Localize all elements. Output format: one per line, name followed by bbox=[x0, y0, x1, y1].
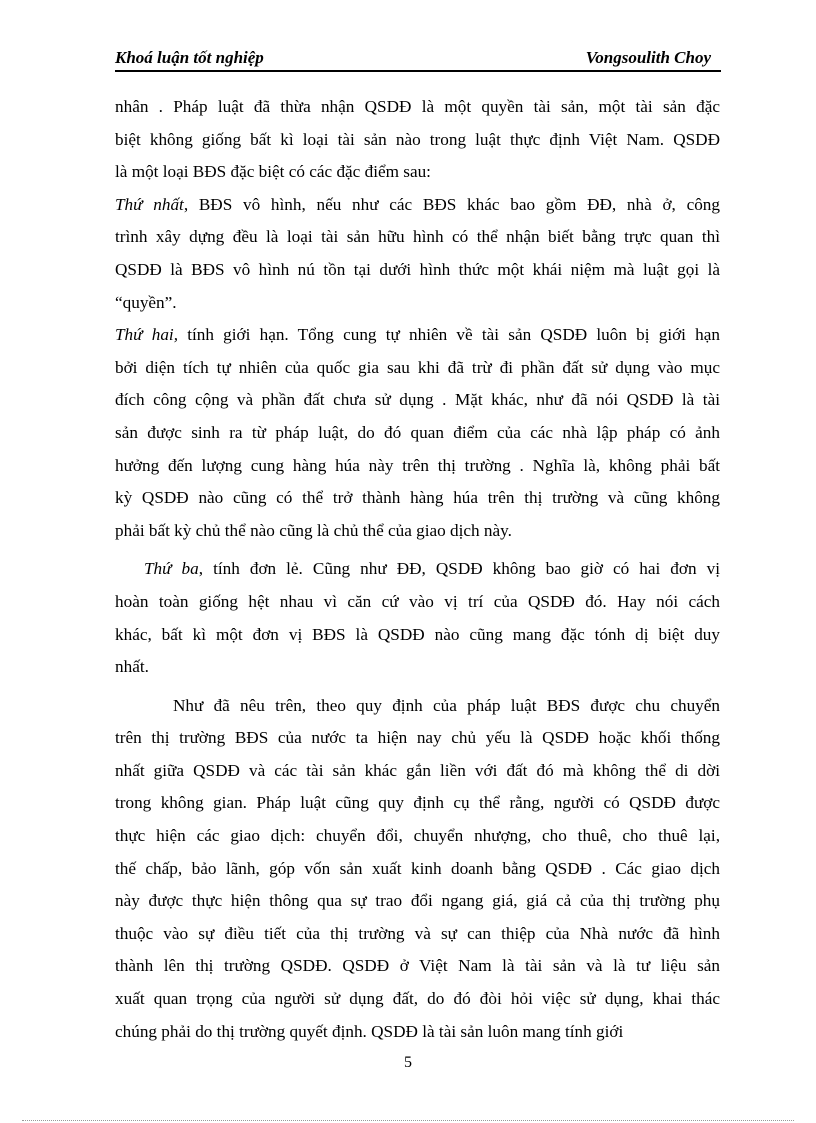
paragraph-market-line: nhất giữa QSDĐ và các tài sản khác gắn liền với đất đó mà không thể di dời bbox=[115, 760, 720, 780]
page-header bbox=[115, 46, 721, 72]
paragraph-third-point-line bbox=[115, 553, 720, 586]
page-number: 5 bbox=[404, 1054, 412, 1071]
paragraph-third-point-line: nhất. bbox=[115, 657, 149, 677]
paragraph-market-line: thực hiện các giao dịch: chuyển đổi, chuyển nhượng, cho thuê, cho thuê lại, bbox=[115, 826, 720, 846]
paragraph-text: , tính đơn lẻ. Cũng như ĐĐ, QSDĐ không bao giờ có hai đơn vị bbox=[198, 559, 720, 579]
paragraph-second-point-line: hưởng đến lượng cung hàng húa này trên thị trường . Nghĩa là, không phải bất bbox=[115, 455, 720, 475]
paragraph-market-line: này được thực hiện thông qua sự trao đổi ngang giá, giá cả của thị trường phụ bbox=[115, 891, 720, 911]
header-thesis-title: Khoá luận tốt nghiệp bbox=[115, 48, 264, 67]
header-author-name: Vongsoulith Choy bbox=[585, 48, 711, 67]
paragraph-second-point-line: kỳ QSDĐ nào cũng có thể trở thành hàng húa trên thị trường và cũng không bbox=[115, 488, 720, 508]
lead-third-point: Thứ ba bbox=[144, 559, 199, 579]
paragraph-text: tính giới hạn. Tổng cung tự nhiên về tài sản QSDĐ luôn bị giới hạn bbox=[178, 325, 720, 345]
paragraph-second-point-line bbox=[115, 319, 720, 352]
body-text bbox=[115, 91, 720, 1048]
paragraph-market-line: xuất quan trọng của người sử dụng đất, do đó đòi hỏi việc sử dụng, khai thác bbox=[115, 989, 720, 1009]
paragraph-intro-line: biệt không giống bất kì loại tài sản nào trong luật thực định Việt Nam. QSDĐ bbox=[115, 129, 720, 149]
paragraph-third-point-line: hoàn toàn giống hệt nhau vì căn cứ vào vị trí của QSDĐ đó. Hay nói cách bbox=[115, 591, 720, 611]
paragraph-second-point-line: bởi diện tích tự nhiên của quốc gia sau khi đã trừ đi phần đất sử dụng vào mục bbox=[115, 357, 720, 377]
paragraph-market-line: thuộc vào sự điều tiết của thị trường và sự can thiệp của Nhà nước đã hình bbox=[115, 923, 720, 943]
paragraph-market-line: chúng phải do thị trường quyết định. QSDĐ là tài sản luôn mang tính giới bbox=[115, 1021, 624, 1041]
paragraph-second-point-line: sản được sinh ra từ pháp luật, do đó quan điểm của các nhà lập pháp có ảnh bbox=[115, 422, 720, 442]
paragraph-market-line: trong không gian. Pháp luật cũng quy định cụ thể rằng, người có QSDĐ được bbox=[115, 793, 720, 813]
paragraph-first-point-line: QSDĐ là BĐS vô hình nú tồn tại dưới hình thức một khái niệm mà luật gọi là bbox=[115, 259, 720, 279]
paragraph-first-point-line: trình xây dựng đều là loại tài sản hữu hình có thể nhận biết bằng trực quan thì bbox=[115, 227, 720, 247]
paragraph-market-line: Như đã nêu trên, theo quy định của pháp luật BĐS được chu chuyển bbox=[173, 695, 720, 715]
lead-first-point: Thứ nhất bbox=[115, 194, 184, 214]
page-bottom-divider bbox=[22, 1120, 794, 1121]
paragraph-second-point-line: đích công cộng và phần đất chưa sử dụng . Mặt khác, như đã nói QSDĐ là tài bbox=[115, 390, 720, 410]
paragraph-market-line: thế chấp, bảo lãnh, góp vốn sản xuất kinh doanh bằng QSDĐ . Các giao dịch bbox=[115, 858, 720, 878]
paragraph-third-point-line: khác, bất kì một đơn vị BĐS là QSDĐ nào cũng mang đặc tónh dị biệt duy bbox=[115, 624, 720, 644]
paragraph-first-point-line: “quyền”. bbox=[115, 292, 177, 312]
paragraph-first-point-line bbox=[115, 189, 720, 222]
paragraph-intro-line: nhân . Pháp luật đã thừa nhận QSDĐ là một quyền tài sản, một tài sản đặc bbox=[115, 97, 720, 116]
paragraph-text: , BĐS vô hình, nếu như các BĐS khác bao gồm ĐĐ, nhà ở, công bbox=[183, 194, 720, 214]
paragraph-second-point-line: phải bất kỳ chủ thể nào cũng là chủ thể của giao dịch này. bbox=[115, 520, 512, 540]
paragraph-market-line: trên thị trường BĐS của nước ta hiện nay chủ yếu là QSDĐ hoặc khối thống bbox=[115, 728, 720, 748]
paragraph-market-line: thành lên thị trường QSDĐ. QSDĐ ở Việt Nam là tài sản và là tư liệu sản bbox=[115, 956, 720, 976]
paragraph-intro-line: là một loại BĐS đặc biệt có các đặc điểm sau: bbox=[115, 162, 431, 182]
lead-second-point: Thứ hai, bbox=[115, 325, 178, 345]
